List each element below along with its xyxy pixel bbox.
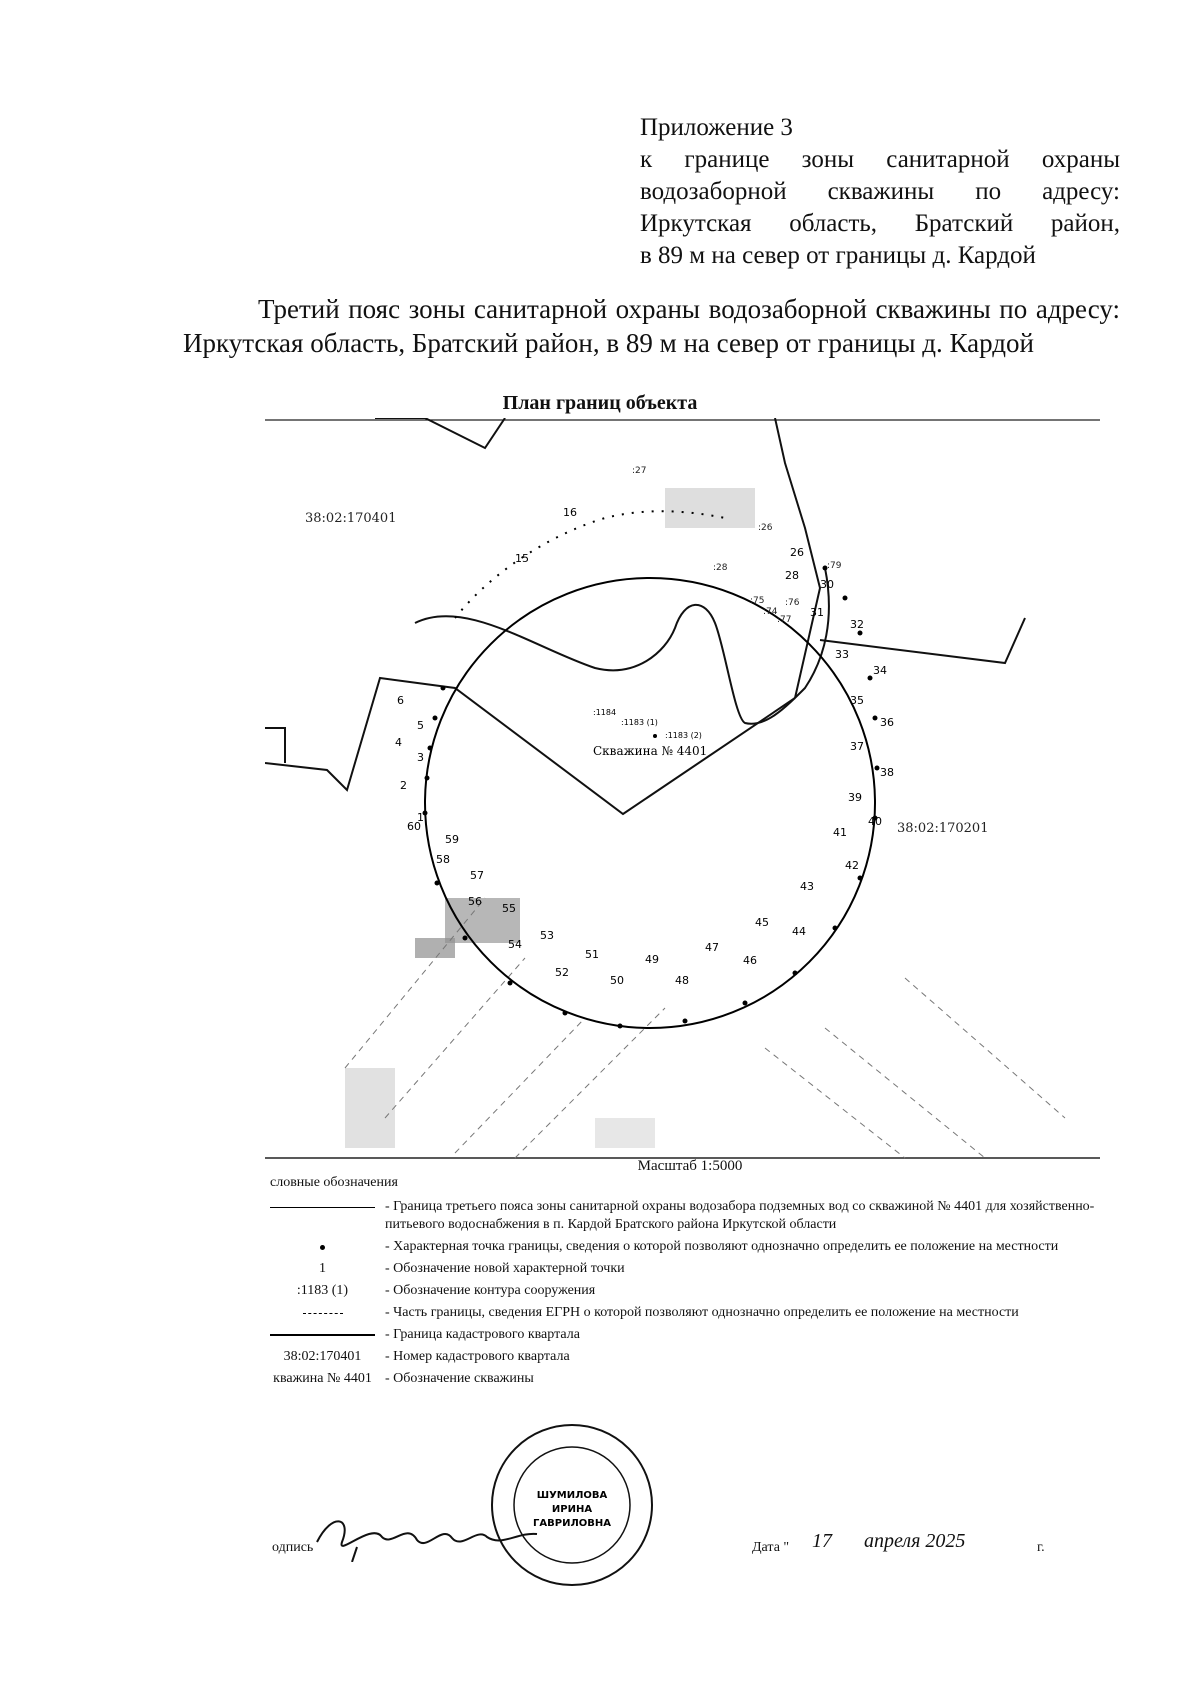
point-label: 33 xyxy=(835,648,849,661)
plan-title: План границ объекта xyxy=(502,392,698,414)
point-label: 57 xyxy=(470,869,484,882)
point-label: 31 xyxy=(810,606,824,619)
legend-symbol-structure: :1183 (1) xyxy=(296,1283,349,1298)
point-label: 36 xyxy=(880,716,894,729)
point-label: 6 xyxy=(397,694,404,707)
legend-title: словные обозначения xyxy=(270,1175,398,1190)
legend xyxy=(270,1174,1100,1392)
legend-symbol-number: 1 xyxy=(319,1261,326,1276)
stamp-name-1: ШУМИЛОВА xyxy=(536,1490,608,1501)
neighbor-label: :26 xyxy=(758,523,773,533)
point-label: 3 xyxy=(417,751,424,764)
date-suffix: г. xyxy=(1037,1540,1045,1555)
point-label: 35 xyxy=(850,694,864,707)
legend-text: - Обозначение скважины xyxy=(385,1371,534,1386)
point-label: 46 xyxy=(743,954,757,967)
date-month: апреля 2025 xyxy=(864,1530,966,1552)
structure-label: :1183 (2) xyxy=(665,731,702,740)
quarter-number-east: 38:02:170201 xyxy=(897,821,989,836)
legend-text: - Граница кадастрового квартала xyxy=(385,1327,580,1342)
date-day: 17 xyxy=(812,1530,832,1552)
point-label: 53 xyxy=(540,929,554,942)
signature-row xyxy=(272,1490,1112,1650)
legend-item xyxy=(270,1238,1100,1256)
point-label: 2 xyxy=(400,779,407,792)
stamp-name-3: ГАВРИЛОВНА xyxy=(533,1518,611,1529)
quarter-number-west: 38:02:170401 xyxy=(305,511,397,526)
boundary-map xyxy=(265,418,1100,1160)
appendix-block xyxy=(640,112,1120,272)
map-svg xyxy=(265,418,1100,1160)
appendix-line: к границе зоны санитарной охраны xyxy=(640,146,1120,173)
neighbor-label: :75 xyxy=(750,596,765,606)
structure-label: :1184 xyxy=(593,708,617,717)
neighbor-label: :27 xyxy=(632,466,647,476)
point-label: 49 xyxy=(645,953,659,966)
date-label: Дата " xyxy=(752,1540,790,1555)
appendix-line: в 89 м на север от границы д. Кардой xyxy=(640,242,1036,269)
signature-label: одпись xyxy=(272,1540,314,1555)
point-label: 60 xyxy=(407,820,421,833)
structure-label: :1183 (1) xyxy=(621,718,658,727)
legend-text: - Граница третьего пояса зоны санитарной охраны водозабора подземных вод со скважиной № 4401 для хозяйственно-питьевого водоснабжения в п. Кардой Братского района Иркутской области xyxy=(385,1199,1095,1232)
legend-symbol-zone-line xyxy=(270,1198,375,1216)
appendix-line: водозаборной скважины по адресу: xyxy=(640,178,1120,205)
legend-item xyxy=(270,1326,1100,1344)
point-label: 1 xyxy=(417,811,424,824)
point-label: 34 xyxy=(873,664,887,677)
legend-symbol-quarter-line xyxy=(270,1326,375,1344)
appendix-title: Приложение 3 xyxy=(640,114,793,141)
point-label: 39 xyxy=(848,791,862,804)
neighbor-label: :77 xyxy=(777,615,792,625)
neighbor-label: :28 xyxy=(713,563,728,573)
hatch-lines xyxy=(345,898,1065,1158)
point-label: 5 xyxy=(417,719,424,732)
seal-stamp xyxy=(487,1420,657,1590)
point-label: 51 xyxy=(585,948,599,961)
point-label: 44 xyxy=(792,925,806,938)
point-label: 43 xyxy=(800,880,814,893)
legend-item xyxy=(270,1370,1100,1388)
point-label: 52 xyxy=(555,966,569,979)
legend-text: - Обозначение контура сооружения xyxy=(385,1283,596,1298)
structure-labels xyxy=(593,708,702,740)
point-label: 4 xyxy=(395,736,402,749)
terrain-hatching xyxy=(345,488,755,1148)
terrain-contour xyxy=(415,568,829,724)
legend-symbol-egrn-dash xyxy=(270,1304,375,1322)
legend-item xyxy=(270,1260,1100,1278)
point-label: 16 xyxy=(563,506,577,519)
legend-symbol-point xyxy=(270,1238,375,1256)
point-label: 42 xyxy=(845,859,859,872)
legend-item xyxy=(270,1198,1100,1234)
point-label: 41 xyxy=(833,826,847,839)
point-label: 56 xyxy=(468,895,482,908)
point-label: 37 xyxy=(850,740,864,753)
point-label: 30 xyxy=(820,578,834,591)
point-label: 38 xyxy=(880,766,894,779)
point-label: 40 xyxy=(868,815,882,828)
legend-item xyxy=(270,1304,1100,1322)
legend-symbol-well: кважина № 4401 xyxy=(273,1371,372,1386)
well-label: Скважина № 4401 xyxy=(593,744,708,758)
legend-item xyxy=(270,1282,1100,1300)
point-label: 54 xyxy=(508,938,522,951)
legend-text: - Характерная точка границы, сведения о которой позволяют однозначно определить ее положение на местности xyxy=(385,1239,1059,1254)
point-label: 47 xyxy=(705,941,719,954)
point-label: 48 xyxy=(675,974,689,987)
point-label: 55 xyxy=(502,902,516,915)
legend-text: - Часть границы, сведения ЕГРН о которой позволяют однозначно определить ее положение на местности xyxy=(385,1305,1019,1320)
point-label: 28 xyxy=(785,569,799,582)
legend-text: - Обозначение новой характерной точки xyxy=(385,1261,625,1276)
point-label: 26 xyxy=(790,546,804,559)
neighbor-label: :74 xyxy=(763,607,778,617)
point-label: 50 xyxy=(610,974,624,987)
point-label: 58 xyxy=(436,853,450,866)
map-scale: Масштаб 1:5000 xyxy=(637,1158,743,1174)
point-label: 32 xyxy=(850,618,864,631)
well-marker xyxy=(653,734,657,738)
stamp-name-2: ИРИНА xyxy=(551,1504,593,1515)
legend-symbol-quarter-number: 38:02:170401 xyxy=(283,1349,362,1364)
point-label: 45 xyxy=(755,916,769,929)
point-label: 59 xyxy=(445,833,459,846)
point-label: 15 xyxy=(515,552,529,565)
appendix-line: Иркутская область, Братский район, xyxy=(640,210,1120,237)
document-heading: Третий пояс зоны санитарной охраны водозаборной скважины по адресу: Иркутская область, Братский район, в 89 м на север от границы д. Кардой xyxy=(183,294,1120,358)
legend-item xyxy=(270,1348,1100,1366)
neighbor-label: :76 xyxy=(785,598,800,608)
neighbor-label: :79 xyxy=(827,561,842,571)
legend-text: - Номер кадастрового квартала xyxy=(385,1349,570,1364)
